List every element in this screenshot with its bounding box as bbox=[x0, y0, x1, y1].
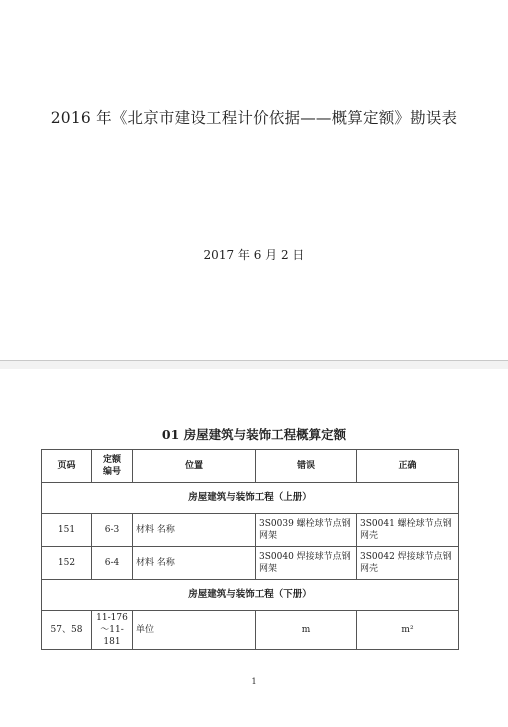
cell-quota: 6-4 bbox=[92, 547, 133, 580]
cell-position: 单位 bbox=[133, 611, 256, 650]
table-row bbox=[42, 514, 459, 547]
cell-position: 材料 名称 bbox=[133, 514, 256, 547]
errata-page bbox=[0, 369, 508, 727]
volume-upper-row bbox=[42, 483, 459, 514]
header-position: 位置 bbox=[133, 450, 256, 483]
document-title: 2016 年《北京市建设工程计价依据——概算定额》勘误表 bbox=[50, 109, 458, 127]
cell-page: 152 bbox=[42, 547, 92, 580]
table-row bbox=[42, 547, 459, 580]
header-correct: 正确 bbox=[357, 450, 459, 483]
cell-position: 材料 名称 bbox=[133, 547, 256, 580]
cell-correct: 3S0041 螺栓球节点钢网壳 bbox=[357, 514, 459, 547]
cell-error: 3S0040 焊接球节点钢网架 bbox=[256, 547, 357, 580]
cell-quota: 6-3 bbox=[92, 514, 133, 547]
table-header-row bbox=[42, 450, 459, 483]
cell-correct: m² bbox=[357, 611, 459, 650]
errata-table bbox=[41, 449, 459, 650]
header-quota bbox=[92, 450, 133, 483]
cell-page: 57、58 bbox=[42, 611, 92, 650]
header-error: 错误 bbox=[256, 450, 357, 483]
cell-error: 3S0039 螺栓球节点钢网架 bbox=[256, 514, 357, 547]
cell-correct: 3S0042 焊接球节点钢网壳 bbox=[357, 547, 459, 580]
volume-upper-label: 房屋建筑与装饰工程（上册） bbox=[42, 483, 459, 514]
volume-lower-row bbox=[42, 580, 459, 611]
volume-lower-label: 房屋建筑与装饰工程（下册） bbox=[42, 580, 459, 611]
page-number: 1 bbox=[251, 677, 257, 686]
header-quota-line2: 编号 bbox=[102, 467, 121, 477]
cover-page bbox=[0, 0, 508, 360]
cell-page: 151 bbox=[42, 514, 92, 547]
document-date: 2017 年 6 月 2 日 bbox=[203, 248, 305, 262]
cell-error: m bbox=[256, 611, 357, 650]
header-page: 页码 bbox=[42, 450, 92, 483]
cell-quota: 11-176～11-181 bbox=[92, 611, 133, 650]
section-title: 01 房屋建筑与装饰工程概算定额 bbox=[161, 427, 347, 442]
header-quota-line1: 定额 bbox=[102, 455, 121, 465]
table-row bbox=[42, 611, 459, 650]
